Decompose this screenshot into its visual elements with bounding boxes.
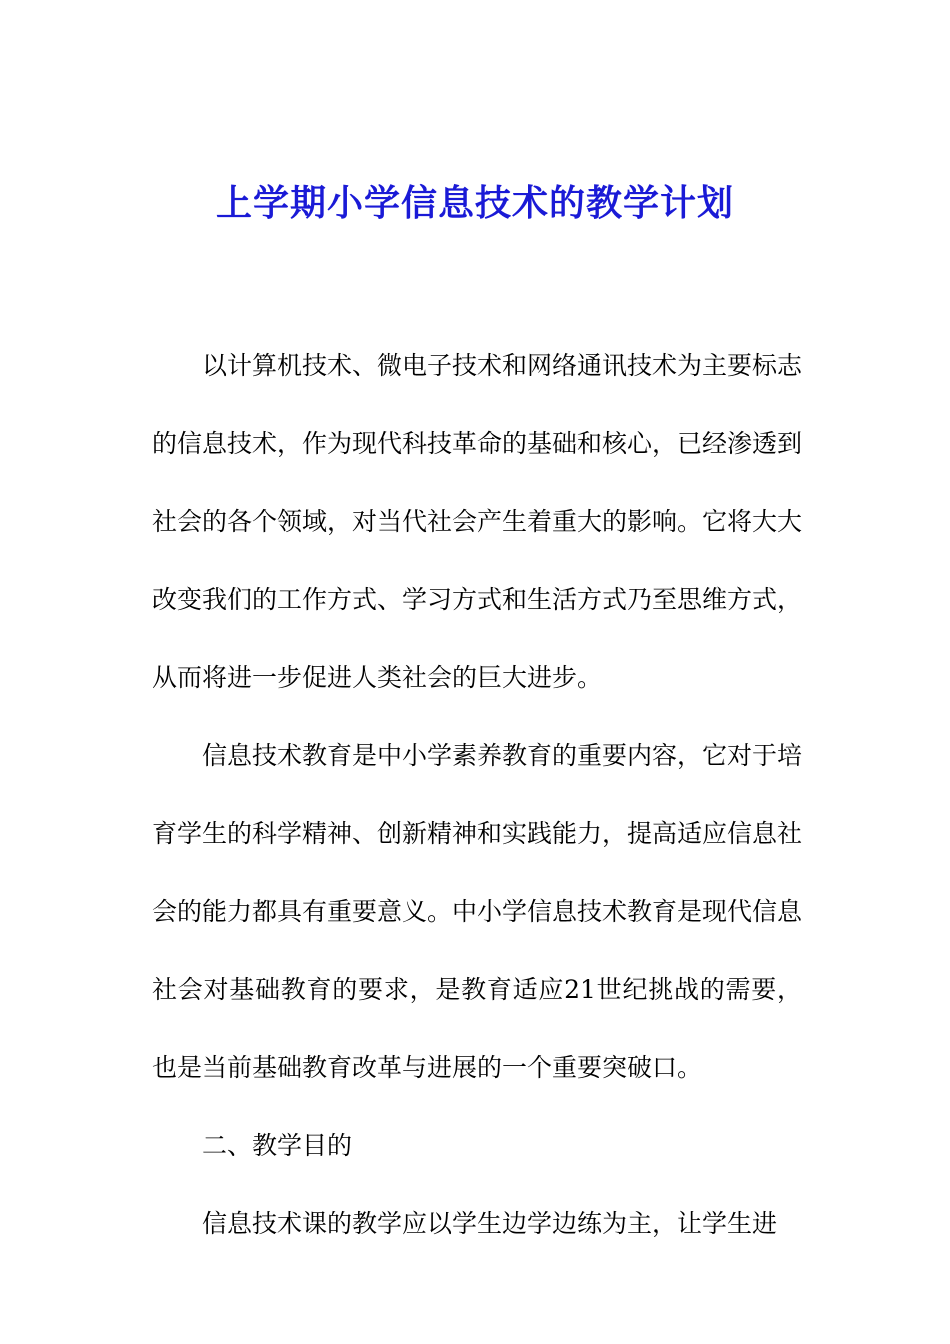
paragraph-intro: 以计算机技术、微电子技术和网络通讯技术为主要标志的信息技术，作为现代科技革命的基础和核心，已经渗透到社会的各个领域，对当代社会产生着重大的影响。它将大大改变我们的工作方式、学习方式和生活方式乃至思维方式，从而将进一步促进人类社会的巨大进步。 [152, 351, 803, 692]
section-heading-teaching-goal: 二、教学目的 [202, 1131, 353, 1160]
document-title: 上学期小学信息技术的教学计划 [215, 182, 734, 224]
document-body [152, 327, 802, 1263]
paragraph-education-importance: 信息技术教育是中小学素养教育的重要内容，它对于培育学生的科学精神、创新精神和实践能力，提高适应信息社会的能力都具有重要意义。中小学信息技术教育是现代信息社会对基础教育的要求，是教育适应21世纪挑战的需要，也是当前基础教育改革与进展的一个重要突破口。 [152, 741, 803, 1082]
paragraph-teaching-goal: 信息技术课的教学应以学生边学边练为主，让学生进 [202, 1209, 778, 1238]
